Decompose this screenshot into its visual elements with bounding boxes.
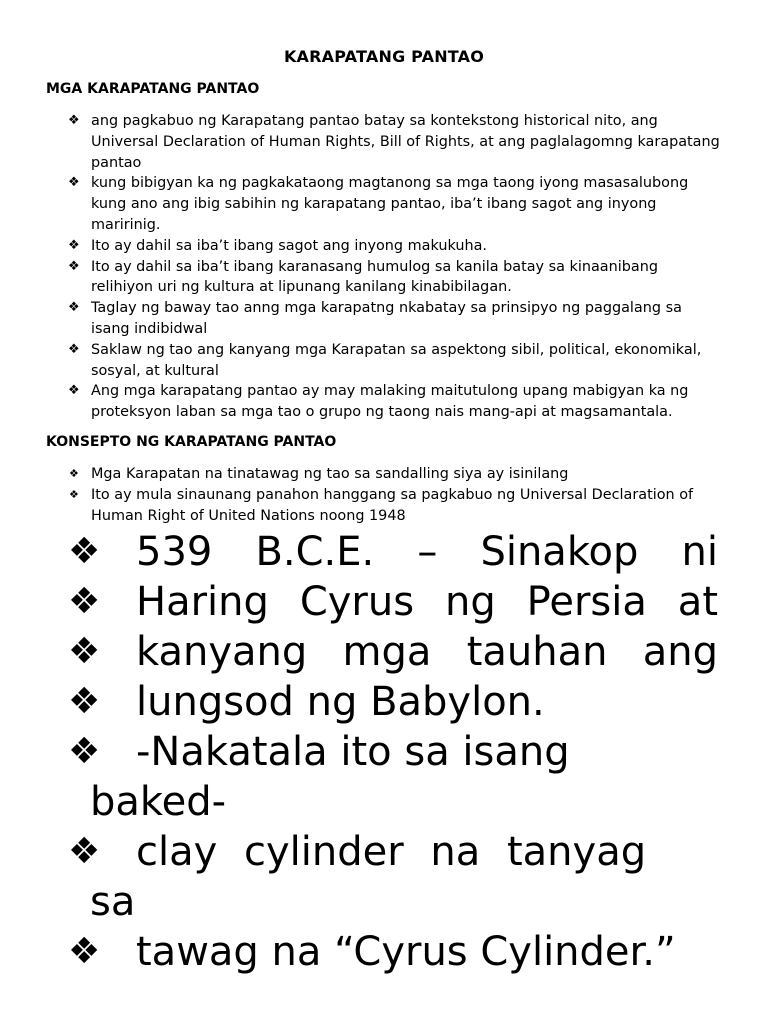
list-item xyxy=(64,464,724,485)
diamond-bullet-icon: ❖ xyxy=(68,681,101,722)
list-item-text: Ito ay dahil sa iba’t ibang karanasang humulog sa kanila batay sa kinaanibang relihiyon uri ng kultura at lipunang kanilang kinabibilagan. xyxy=(91,258,658,296)
list-item xyxy=(64,173,724,235)
list-item xyxy=(64,298,724,340)
diamond-bullet-icon: ❖ xyxy=(68,931,101,972)
large-list-item-text: tawag na “Cyrus Cylinder.” xyxy=(136,929,676,975)
list-item-text: Taglay ng baway tao anng mga karapatng nkabatay sa prinsipyo ng paggalang sa isang indibidwal xyxy=(91,300,682,337)
large-list-item xyxy=(68,627,718,677)
list-item-text: ang pagkabuo ng Karapatang pantao batay sa kontekstong historical nito, ang Universal Declaration of Human Rights, Bill of Rights, at ang paglalagomng karapatang pantao xyxy=(91,113,720,171)
large-list-item-text: kanyang mga tauhan ang xyxy=(136,629,718,675)
konsepto-bullet-list xyxy=(64,464,724,526)
large-list-item xyxy=(68,827,718,927)
section-heading-konsepto: KONSEPTO NG KARAPATANG PANTAO xyxy=(46,434,337,450)
karapatang-pantao-bullet-list xyxy=(64,111,724,423)
large-list-item xyxy=(68,577,718,627)
list-item-text: Mga Karapatan na tinatawag ng tao sa sandalling siya ay isinilang xyxy=(91,466,569,482)
large-list-item-continuation: sa xyxy=(90,879,136,925)
diamond-bullet-icon: ❖ xyxy=(68,341,80,357)
diamond-bullet-icon: ❖ xyxy=(68,831,101,872)
large-list-item-text: -Nakatala ito sa isang xyxy=(136,729,570,775)
large-list-item xyxy=(68,677,718,727)
list-item-text: kung bibigyan ka ng pagkakataong magtanong sa mga taong iyong masasalubong kung ano ang ibig sabihin ng karapatang pantao, iba’t ibang sagot ang inyong maririnig. xyxy=(91,175,689,233)
list-item xyxy=(64,257,724,299)
large-list-item xyxy=(68,927,718,977)
diamond-bullet-icon: ❖ xyxy=(68,175,80,191)
diamond-bullet-icon: ❖ xyxy=(68,237,80,253)
list-item-text: Saklaw ng tao ang kanyang mga Karapatan sa aspektong sibil, political, ekonomikal, sosyal, at kultural xyxy=(91,341,702,379)
diamond-bullet-icon: ❖ xyxy=(68,581,101,622)
diamond-bullet-icon: ❖ xyxy=(68,258,80,274)
list-item-text: Ang mga karapatang pantao ay may malaking maitutulong upang mabigyan ka ng proteksyon laban sa mga tao o grupo ng taong nais mang-api at magsamantala. xyxy=(91,383,689,421)
large-list-item-text: 539 B.C.E. – Sinakop ni xyxy=(136,529,718,575)
large-list-item-continuation: baked- xyxy=(90,779,227,825)
diamond-bullet-icon: ❖ xyxy=(68,631,101,672)
list-item-text: Ito ay dahil sa iba’t ibang sagot ang inyong makukuha. xyxy=(91,237,487,254)
list-item xyxy=(64,111,724,173)
diamond-bullet-icon: ❖ xyxy=(69,487,79,501)
section-heading-karapatang-pantao: MGA KARAPATANG PANTAO xyxy=(46,81,260,97)
cyrus-cylinder-bullet-list xyxy=(68,527,718,977)
list-item-text: Ito ay mula sinaunang panahon hanggang sa pagkabuo ng Universal Declaration of Human Right of United Nations noong 1948 xyxy=(91,486,694,524)
diamond-bullet-icon: ❖ xyxy=(68,383,80,399)
list-item xyxy=(64,381,724,423)
list-item xyxy=(64,340,724,382)
diamond-bullet-icon: ❖ xyxy=(69,467,79,480)
list-item xyxy=(64,485,724,527)
large-list-item xyxy=(68,527,718,577)
list-item xyxy=(64,236,724,257)
diamond-bullet-icon: ❖ xyxy=(68,531,101,572)
large-list-item-text: clay cylinder na tanyag xyxy=(136,829,647,875)
diamond-bullet-icon: ❖ xyxy=(68,300,80,316)
large-list-item-text: lungsod ng Babylon. xyxy=(136,679,545,725)
diamond-bullet-icon: ❖ xyxy=(68,113,80,128)
diamond-bullet-icon: ❖ xyxy=(68,731,101,772)
document-title: KARAPATANG PANTAO xyxy=(283,47,485,66)
large-list-item xyxy=(68,727,718,827)
large-list-item-text: Haring Cyrus ng Persia at xyxy=(136,579,718,625)
